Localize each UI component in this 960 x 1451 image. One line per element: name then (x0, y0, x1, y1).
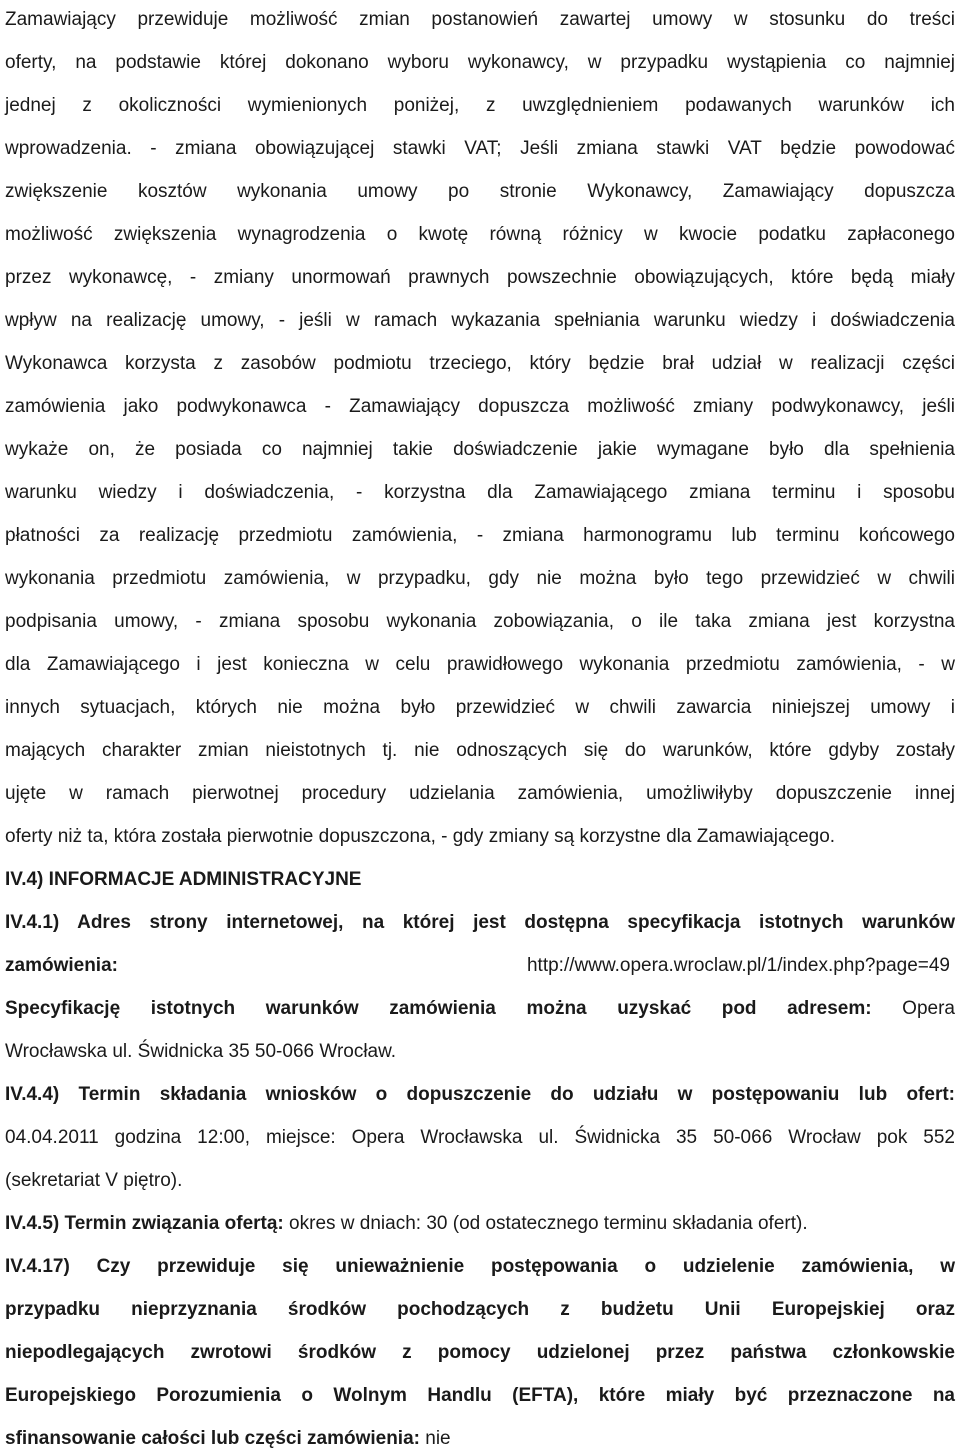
s441-heading-line2-row (5, 954, 955, 978)
body-line: jednej z okoliczności wymienionych poniżej, z uwzględnieniem podawanych warunków ich (5, 95, 955, 116)
s444-heading: IV.4.4) Termin składania wniosków o dopuszczenie do udziału w postępowaniu lub ofert: (5, 1084, 955, 1105)
body-line: zwiększenie kosztów wykonania umowy po stronie Wykonawcy, Zamawiający dopuszcza (5, 181, 955, 202)
body-line: oferty niż ta, która została pierwotnie dopuszczona, - gdy zmiany są korzystne dla Zamawiającego. (5, 826, 836, 847)
body-line: wprowadzenia. - zmiana obowiązującej stawki VAT; Jeśli zmiana stawki VAT będzie powodować (5, 138, 955, 159)
s445-label: IV.4.5) Termin związania ofertą: (5, 1213, 284, 1234)
body-line: zamówienia jako podwykonawca - Zamawiający dopuszcza możliwość zmiany podwykonawcy, jeśli (5, 396, 955, 417)
body-line: oferty, na podstawie której dokonano wyboru wykonawcy, w przypadku wystąpienia co najmniej (5, 52, 955, 73)
s4417-answer: nie (419, 1428, 451, 1449)
s444-value: 04.04.2011 godzina 12:00, miejsce: Opera Wrocławska ul. Świdnicka 35 50-066 Wrocław pok 552 (5, 1127, 955, 1148)
body-line: płatności za realizację przedmiotu zamówienia, - zmiana harmonogramu lub terminu końcowego (5, 525, 955, 546)
s4417-last-row (5, 1427, 955, 1451)
body-line: ujęte w ramach pierwotnej procedury udzielania zamówienia, umożliwiłyby dopuszczenie innej (5, 783, 955, 804)
body-line: przez wykonawcę, - zmiany unormowań prawnych powszechnie obowiązujących, które będą miały (5, 267, 955, 288)
body-line: wpływ na realizację umowy, - jeśli w ramach wykazania spełniania warunku wiedzy i doświadczenia (5, 310, 955, 331)
body-line: wykonania przedmiotu zamówienia, w przypadku, gdy nie można było tego przewidzieć w chwili (5, 568, 955, 589)
siwz-value-start: Opera (902, 998, 955, 1019)
s445-row (5, 1212, 955, 1236)
siwz-value-line: Wrocławska ul. Świdnicka 35 50-066 Wrocław. (5, 1041, 397, 1062)
s441-heading-continuation: zamówienia: (5, 955, 118, 976)
body-line: warunku wiedzy i doświadczenia, - korzystna dla Zamawiającego zmiana terminu i sposobu (5, 482, 955, 503)
s4417-line: przypadku nieprzyznania środków pochodzących z budżetu Unii Europejskiej oraz (5, 1299, 955, 1320)
body-line: Zamawiający przewiduje możliwość zmian postanowień zawartej umowy w stosunku do treści (5, 9, 955, 30)
s4417-line: niepodlegających zwrotowi środków z pomocy udzielonej przez państwa członkowskie (5, 1342, 955, 1363)
s445-value: okres w dniach: 30 (od ostatecznego terminu składania ofert). (283, 1213, 808, 1234)
body-line: podpisania umowy, - zmiana sposobu wykonania zobowiązania, o ile taka zmiana jest korzystna (5, 611, 955, 632)
body-line: możliwość zwiększenia wynagrodzenia o kwotę równą różnicy w kwocie podatku zapłaconego (5, 224, 955, 245)
s444-value-cont: (sekretariat V piętro). (5, 1170, 183, 1191)
s4417-last-label: sfinansowanie całości lub części zamówienia: (5, 1428, 420, 1449)
s4417-line: IV.4.17) Czy przewiduje się unieważnienie postępowania o udzielenie zamówienia, w (5, 1256, 955, 1277)
s4417-line: Europejskiego Porozumienia o Wolnym Handlu (EFTA), które miały być przeznaczone na (5, 1385, 955, 1406)
body-line: wykaże on, że posiada co najmniej takie doświadczenie jakie wymagane było dla spełnienia (5, 439, 955, 460)
spec-url-link[interactable]: http://www.opera.wroclaw.pl/1/index.php?page=49 (526, 955, 950, 976)
section-heading: IV.4) INFORMACJE ADMINISTRACYJNE (5, 869, 362, 890)
body-line: Wykonawca korzysta z zasobów podmiotu trzeciego, który będzie brał udział w realizacji części (5, 353, 955, 374)
s441-heading: IV.4.1) Adres strony internetowej, na której jest dostępna specyfikacja istotnych warunków (5, 912, 955, 933)
body-line: innych sytuacjach, których nie można było przewidzieć w chwili zawarcia niniejszej umowy i (5, 697, 955, 718)
body-line: dla Zamawiającego i jest konieczna w celu prawidłowego wykonania przedmiotu zamówienia, - w (5, 654, 955, 675)
siwz-address-line (5, 997, 955, 1021)
body-line: mających charakter zmian nieistotnych tj. nie odnoszących się do warunków, które gdyby zostały (5, 740, 955, 761)
siwz-label: Specyfikację istotnych warunków zamówienia można uzyskać pod adresem: (5, 998, 872, 1019)
